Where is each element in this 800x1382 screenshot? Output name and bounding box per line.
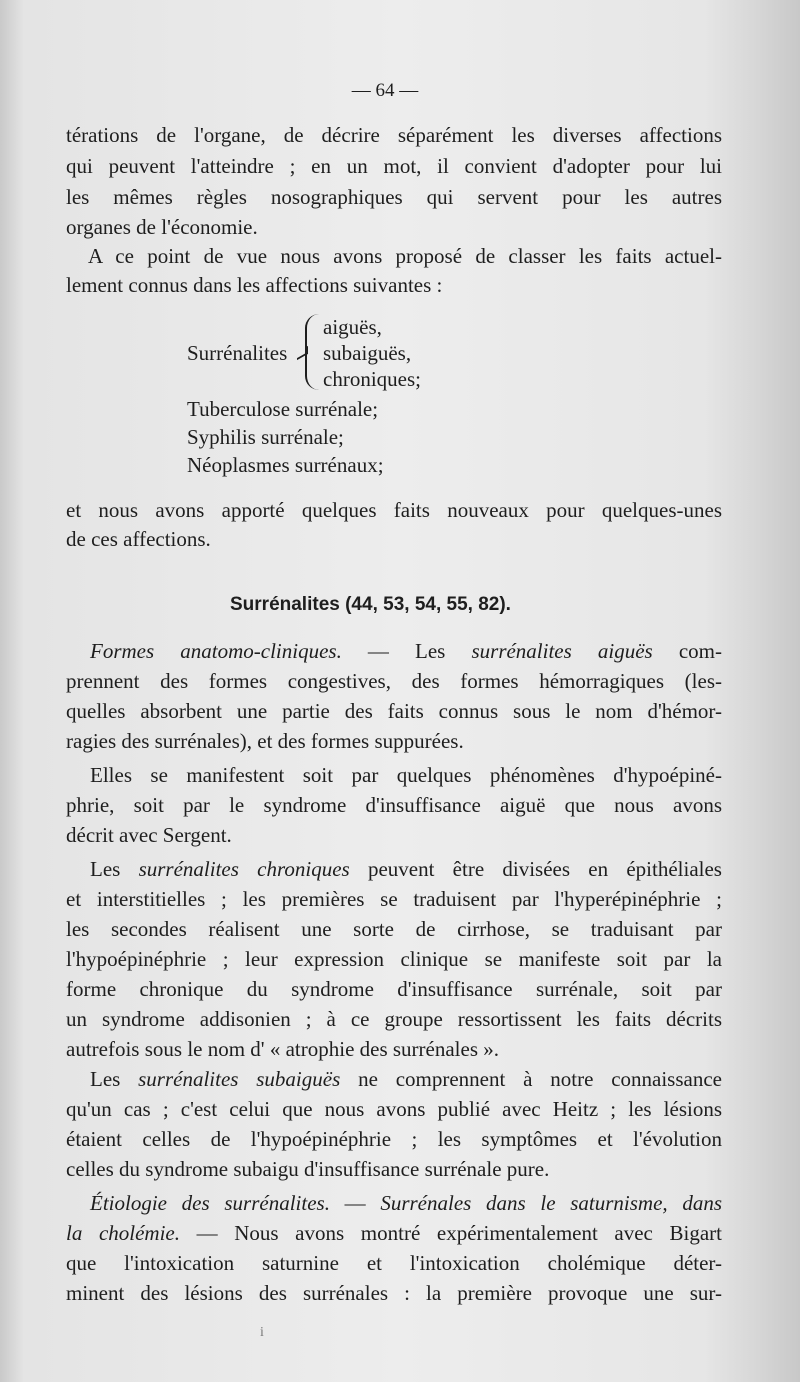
text-line: prennent des formes congestives, des formes hémorragiques (les- xyxy=(66,669,722,693)
text-span: Les xyxy=(90,857,139,881)
text-line: lement connus dans les affections suivantes : xyxy=(66,273,443,297)
text-line: minent des lésions des surrénales : la première provoque une sur- xyxy=(66,1281,722,1305)
text-line xyxy=(90,1066,722,1092)
text-line: Elles se manifestent soit par quelques phénomènes d'hypoépiné- xyxy=(90,763,722,787)
italic-term: surrénalites subaiguës xyxy=(138,1067,341,1091)
text-line: A ce point de vue nous avons proposé de classer les faits actuel- xyxy=(88,244,722,268)
classification-item: Syphilis surrénale; xyxy=(187,425,344,449)
text-line: les mêmes règles nosographiques qui servent pour les autres xyxy=(66,185,722,209)
text-line: qui peuvent l'atteindre ; en un mot, il convient d'adopter pour lui xyxy=(66,154,722,178)
classification-item: Tuberculose surrénale; xyxy=(187,397,379,421)
text-span: peuvent être divisées en épithéliales xyxy=(349,857,722,881)
text-line xyxy=(90,856,722,882)
text-line: l'hypoépinéphrie ; leur expression clinique se manifeste soit par la xyxy=(66,947,722,971)
text-line: et nous avons apporté quelques faits nouveaux pour quelques-unes xyxy=(66,498,722,522)
text-line: et interstitielles ; les premières se traduisent par l'hyperépinéphrie ; xyxy=(66,887,722,911)
page-number: — 64 — xyxy=(351,80,419,101)
subtype-item: aiguës, xyxy=(323,315,382,339)
text-line: les secondes réalisent une sorte de cirrhose, se traduisant par xyxy=(66,917,722,941)
italic-term: Surrénales dans le saturnisme, dans xyxy=(380,1191,722,1215)
text-line: autrefois sous le nom d' « atrophie des surrénales ». xyxy=(66,1037,500,1061)
italic-term: la cholémie. xyxy=(66,1221,180,1245)
text-span: — Les xyxy=(341,639,472,663)
text-line xyxy=(90,1190,722,1216)
text-line: forme chronique du syndrome d'insuffisance surrénale, soit par xyxy=(66,977,722,1001)
text-line: que l'intoxication saturnine et l'intoxication cholémique déter- xyxy=(66,1251,722,1275)
italic-heading: Formes anatomo-cliniques. xyxy=(90,639,342,663)
text-line: de ces affections. xyxy=(66,527,211,551)
italic-term: surrénalites chroniques xyxy=(138,857,350,881)
text-line: phrie, soit par le syndrome d'insuffisance aiguë que nous avons xyxy=(66,793,722,817)
text-line xyxy=(90,638,722,664)
italic-heading: Étiologie des surrénalites. xyxy=(90,1191,330,1215)
text-span: — Nous avons montré expérimentalement avec Bigart xyxy=(180,1221,722,1245)
text-line: qu'un cas ; c'est celui que nous avons publié avec Heitz ; les lésions xyxy=(66,1097,722,1121)
text-span: Les xyxy=(90,1067,139,1091)
text-line: ragies des surrénales), et des formes suppurées. xyxy=(66,729,464,753)
text-span: ne comprennent à notre connaissance xyxy=(340,1067,722,1091)
text-line: décrit avec Sergent. xyxy=(66,823,232,847)
text-line xyxy=(66,1220,722,1246)
ink-mark: i xyxy=(260,1325,264,1340)
text-line: organes de l'économie. xyxy=(66,215,258,239)
classification-item: Néoplasmes surrénaux; xyxy=(187,453,384,477)
subtype-item: subaiguës, xyxy=(323,341,412,365)
text-line: térations de l'organe, de décrire séparément les diverses affections xyxy=(66,123,722,147)
text-line: celles du syndrome subaigu d'insuffisance surrénale pure. xyxy=(66,1157,550,1181)
surrenalites-label: Surrénalites xyxy=(187,341,288,365)
text-span: — xyxy=(329,1191,381,1215)
section-title: Surrénalites (44, 53, 54, 55, 82). xyxy=(230,594,511,615)
text-line: quelles absorbent une partie des faits connus sous le nom d'hémor- xyxy=(66,699,722,723)
text-line: étaient celles de l'hypoépinéphrie ; les symptômes et l'évolution xyxy=(66,1127,722,1151)
text-line: un syndrome addisonien ; à ce groupe ressortissent les faits décrits xyxy=(66,1007,722,1031)
subtype-item: chroniques; xyxy=(323,367,421,391)
italic-term: surrénalites aiguës xyxy=(471,639,653,663)
text-span: com- xyxy=(652,639,722,663)
